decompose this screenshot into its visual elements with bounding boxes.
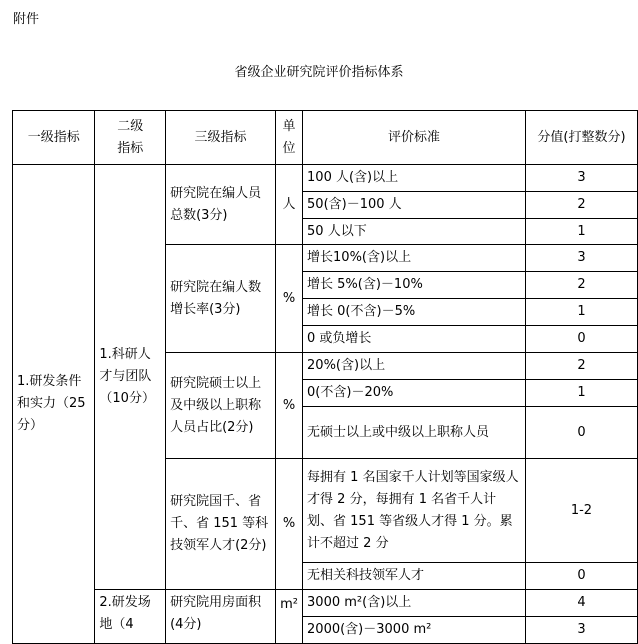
score-cell: 4 (525, 590, 637, 617)
criterion-cell: 无相关科技领军人才 (303, 563, 526, 590)
indicator-name: 研究院在编人数增长率(3分) (166, 245, 276, 353)
header-unit: 单位 (276, 111, 303, 165)
indicator-name: 研究院在编人员总数(3分) (166, 165, 276, 245)
criterion-cell: 100 人(含)以上 (303, 165, 526, 192)
table-row (13, 590, 638, 617)
criterion-cell: 增长 5%(含)－10% (303, 272, 526, 299)
criterion-cell: 增长 0(不含)－5% (303, 299, 526, 326)
score-cell: 3 (525, 617, 637, 644)
indicator-unit: 人 (276, 165, 303, 245)
header-row (13, 111, 638, 165)
criterion-cell: 增长10%(含)以上 (303, 245, 526, 272)
score-cell: 3 (525, 245, 637, 272)
indicator-unit: % (276, 353, 303, 459)
score-cell: 2 (525, 353, 637, 380)
score-cell: 1 (525, 219, 637, 245)
criterion-cell: 50 人以下 (303, 219, 526, 245)
score-cell: 0 (525, 563, 637, 590)
score-cell: 1-2 (525, 459, 637, 563)
indicator-unit: m² (276, 590, 303, 644)
criterion-cell: 50(含)－100 人 (303, 192, 526, 219)
score-cell: 2 (525, 192, 637, 219)
level2-cell: 1.科研人才与团队（10分） (95, 165, 166, 590)
header-criteria: 评价标准 (303, 111, 526, 165)
indicator-unit: % (276, 245, 303, 353)
criterion-cell: 无硕士以上或中级以上职称人员 (303, 407, 526, 459)
score-cell: 2 (525, 272, 637, 299)
criterion-cell: 3000 m²(含)以上 (303, 590, 526, 617)
level2-cell: 2.研发场地（4 (95, 590, 166, 644)
indicator-name: 研究院用房面积(4分) (166, 590, 276, 644)
criterion-cell: 20%(含)以上 (303, 353, 526, 380)
header-level3: 三级指标 (166, 111, 276, 165)
score-cell: 0 (525, 326, 637, 353)
indicator-name: 研究院硕士以上及中级以上职称人员占比(2分) (166, 353, 276, 459)
criterion-cell: 0(不含)－20% (303, 380, 526, 407)
level1-cell: 1.研发条件和实力（25分） (13, 165, 95, 644)
header-level1: 一级指标 (13, 111, 95, 165)
criterion-cell: 0 或负增长 (303, 326, 526, 353)
header-level2: 二级指标 (95, 111, 166, 165)
indicator-name: 研究院国千、省千、省 151 等科技领军人才(2分) (166, 459, 276, 590)
score-cell: 1 (525, 299, 637, 326)
indicator-table (12, 110, 638, 644)
attachment-label: 附件 (13, 12, 40, 27)
indicator-unit: % (276, 459, 303, 590)
table-row (13, 165, 638, 192)
score-cell: 1 (525, 380, 637, 407)
header-score: 分值(打整数分) (525, 111, 637, 165)
criterion-cell: 2000(含)－3000 m² (303, 617, 526, 644)
score-cell: 3 (525, 165, 637, 192)
score-cell: 0 (525, 407, 637, 459)
criterion-cell: 每拥有 1 名国家千人计划等国家级人才得 2 分，每拥有 1 名省千人计划、省 151 等省级人才得 1 分。累计不超过 2 分 (303, 459, 526, 563)
document-title: 省级企业研究院评价指标体系 (234, 65, 404, 80)
